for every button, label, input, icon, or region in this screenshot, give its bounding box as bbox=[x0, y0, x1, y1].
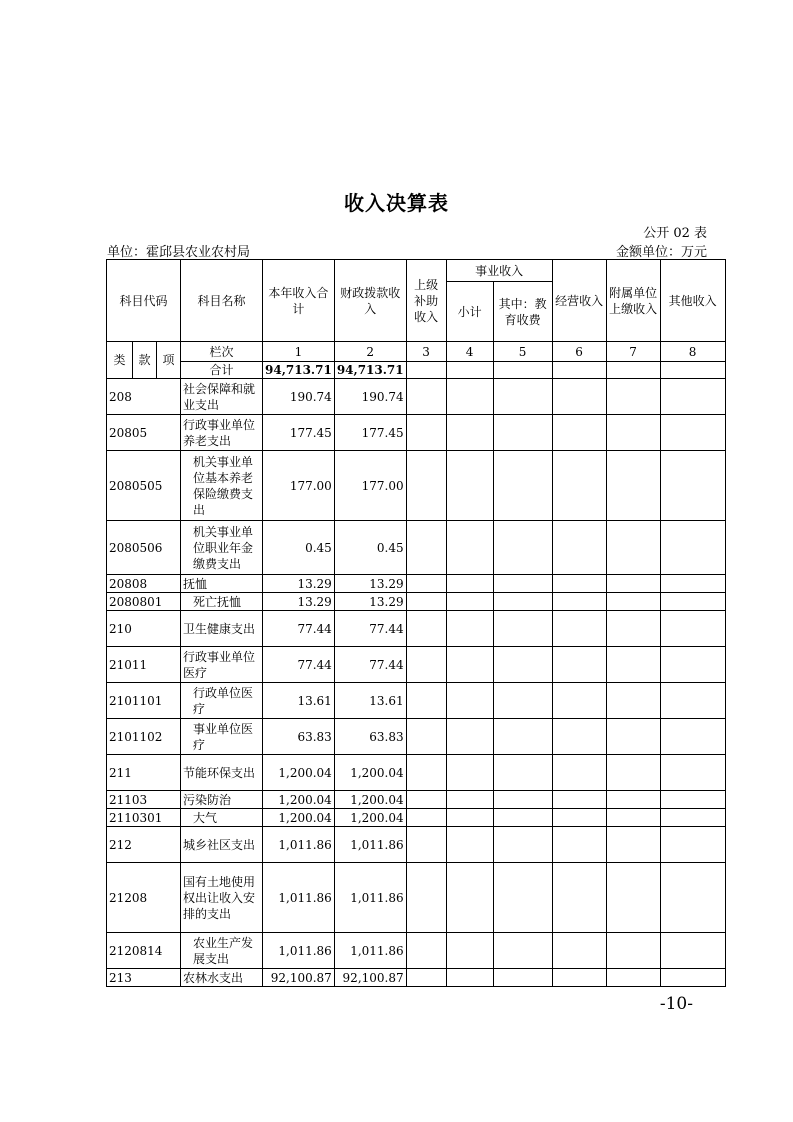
empty-cell bbox=[446, 863, 493, 933]
empty-cell bbox=[446, 933, 493, 969]
header-column-label: 栏次 bbox=[181, 342, 263, 362]
row-code: 2101101 bbox=[107, 683, 181, 719]
row-name: 国有土地使用权出让收入安排的支出 bbox=[181, 863, 263, 933]
empty-cell bbox=[493, 719, 552, 755]
row-total: 13.29 bbox=[263, 593, 335, 611]
empty-cell bbox=[406, 593, 446, 611]
empty-cell bbox=[552, 933, 606, 969]
row-code: 213 bbox=[107, 969, 181, 987]
header-name: 科目名称 bbox=[181, 260, 263, 342]
empty-cell bbox=[406, 683, 446, 719]
table-row bbox=[107, 451, 726, 521]
empty-cell bbox=[606, 791, 660, 809]
row-name: 机关事业单位基本养老保险缴费支出 bbox=[181, 451, 263, 521]
empty-cell bbox=[446, 809, 493, 827]
table-row bbox=[107, 791, 726, 809]
row-fiscal: 177.00 bbox=[334, 451, 406, 521]
empty-cell bbox=[446, 683, 493, 719]
row-name: 农业生产发展支出 bbox=[181, 933, 263, 969]
row-fiscal: 190.74 bbox=[334, 379, 406, 415]
header-code: 科目代码 bbox=[107, 260, 181, 342]
empty-cell bbox=[606, 827, 660, 863]
row-fiscal: 1,200.04 bbox=[334, 809, 406, 827]
row-fiscal: 0.45 bbox=[334, 521, 406, 575]
empty-cell bbox=[493, 755, 552, 791]
col-number: 2 bbox=[334, 342, 406, 362]
row-total: 1,011.86 bbox=[263, 933, 335, 969]
row-fiscal: 13.29 bbox=[334, 575, 406, 593]
header-kuan: 款 bbox=[133, 342, 157, 379]
empty-cell bbox=[493, 451, 552, 521]
empty-cell bbox=[493, 791, 552, 809]
row-code: 2110301 bbox=[107, 809, 181, 827]
row-name: 节能环保支出 bbox=[181, 755, 263, 791]
table-row bbox=[107, 379, 726, 415]
empty-cell bbox=[446, 719, 493, 755]
row-total: 1,011.86 bbox=[263, 827, 335, 863]
empty-cell bbox=[446, 521, 493, 575]
table-row bbox=[107, 593, 726, 611]
row-total: 13.29 bbox=[263, 575, 335, 593]
table-row bbox=[107, 863, 726, 933]
row-fiscal: 1,011.86 bbox=[334, 827, 406, 863]
table-row bbox=[107, 933, 726, 969]
empty-cell bbox=[660, 451, 725, 521]
empty-cell bbox=[606, 719, 660, 755]
row-total: 190.74 bbox=[263, 379, 335, 415]
empty-cell bbox=[552, 647, 606, 683]
table-row bbox=[107, 647, 726, 683]
empty-cell bbox=[606, 647, 660, 683]
row-code: 21208 bbox=[107, 863, 181, 933]
table-row bbox=[107, 611, 726, 647]
row-total: 77.44 bbox=[263, 647, 335, 683]
empty-cell bbox=[406, 451, 446, 521]
empty-cell bbox=[606, 863, 660, 933]
row-name: 大气 bbox=[181, 809, 263, 827]
empty-cell bbox=[406, 647, 446, 683]
empty-cell bbox=[493, 575, 552, 593]
empty-cell bbox=[446, 969, 493, 987]
empty-cell bbox=[406, 755, 446, 791]
empty-cell bbox=[552, 611, 606, 647]
row-fiscal: 1,200.04 bbox=[334, 755, 406, 791]
header-fiscal: 财政拨款收入 bbox=[334, 260, 406, 342]
empty-cell bbox=[406, 611, 446, 647]
row-name: 城乡社区支出 bbox=[181, 827, 263, 863]
row-total: 13.61 bbox=[263, 683, 335, 719]
table-row bbox=[107, 415, 726, 451]
row-code: 2080505 bbox=[107, 451, 181, 521]
empty-cell bbox=[552, 755, 606, 791]
row-fiscal: 13.61 bbox=[334, 683, 406, 719]
reporting-unit: 单位：霍邱县农业农村局 bbox=[107, 245, 251, 260]
row-name: 社会保障和就业支出 bbox=[181, 379, 263, 415]
empty-cell bbox=[446, 611, 493, 647]
row-code: 2080506 bbox=[107, 521, 181, 575]
empty-cell bbox=[552, 683, 606, 719]
empty-cell bbox=[493, 683, 552, 719]
empty-cell bbox=[606, 379, 660, 415]
income-table bbox=[106, 259, 726, 987]
empty-cell bbox=[660, 683, 725, 719]
empty-cell bbox=[660, 827, 725, 863]
table-row bbox=[107, 755, 726, 791]
form-number: 公开 02 表 bbox=[643, 226, 707, 241]
empty-cell bbox=[446, 755, 493, 791]
row-code: 210 bbox=[107, 611, 181, 647]
row-total: 1,011.86 bbox=[263, 863, 335, 933]
header-business: 事业收入 bbox=[446, 260, 552, 282]
empty-cell bbox=[606, 969, 660, 987]
amount-unit: 金额单位：万元 bbox=[615, 245, 707, 260]
empty-cell bbox=[606, 593, 660, 611]
empty-cell bbox=[660, 863, 725, 933]
row-code: 2101102 bbox=[107, 719, 181, 755]
col-number: 4 bbox=[446, 342, 493, 362]
row-name: 行政事业单位医疗 bbox=[181, 647, 263, 683]
row-total: 1,200.04 bbox=[263, 809, 335, 827]
col-number: 1 bbox=[263, 342, 335, 362]
row-fiscal: 177.45 bbox=[334, 415, 406, 451]
empty-cell bbox=[446, 791, 493, 809]
header-subtotal: 小计 bbox=[446, 282, 493, 342]
empty-cell bbox=[660, 647, 725, 683]
empty-cell bbox=[552, 521, 606, 575]
empty-cell bbox=[552, 969, 606, 987]
empty-cell bbox=[406, 415, 446, 451]
row-code: 20808 bbox=[107, 575, 181, 593]
empty-cell bbox=[552, 863, 606, 933]
empty-cell bbox=[660, 969, 725, 987]
empty-cell bbox=[406, 379, 446, 415]
row-name: 抚恤 bbox=[181, 575, 263, 593]
empty-cell bbox=[552, 593, 606, 611]
empty-cell bbox=[493, 863, 552, 933]
empty-cell bbox=[552, 719, 606, 755]
table-row bbox=[107, 827, 726, 863]
header-lei: 类 bbox=[107, 342, 133, 379]
empty-cell bbox=[406, 809, 446, 827]
col-number: 6 bbox=[552, 342, 606, 362]
empty-cell bbox=[446, 379, 493, 415]
row-fiscal: 1,011.86 bbox=[334, 933, 406, 969]
row-code: 208 bbox=[107, 379, 181, 415]
empty-cell bbox=[493, 647, 552, 683]
total-row-label: 合计 bbox=[181, 362, 263, 379]
empty-cell bbox=[660, 415, 725, 451]
empty-cell bbox=[493, 593, 552, 611]
empty-cell bbox=[446, 827, 493, 863]
empty-cell bbox=[660, 575, 725, 593]
empty-cell bbox=[606, 575, 660, 593]
empty-cell bbox=[606, 683, 660, 719]
empty-cell bbox=[406, 791, 446, 809]
empty-cell bbox=[606, 451, 660, 521]
page-title: 收入决算表 bbox=[344, 191, 449, 215]
empty-cell bbox=[446, 575, 493, 593]
row-code: 211 bbox=[107, 755, 181, 791]
row-total: 77.44 bbox=[263, 611, 335, 647]
empty-cell bbox=[606, 611, 660, 647]
row-name: 行政事业单位养老支出 bbox=[181, 415, 263, 451]
col-number: 7 bbox=[606, 342, 660, 362]
empty-cell bbox=[406, 863, 446, 933]
table-row bbox=[107, 809, 726, 827]
row-total: 0.45 bbox=[263, 521, 335, 575]
empty-cell bbox=[493, 809, 552, 827]
empty-cell bbox=[446, 415, 493, 451]
header-education: 其中：教育收费 bbox=[493, 282, 552, 342]
empty-cell bbox=[660, 593, 725, 611]
table-row bbox=[107, 521, 726, 575]
empty-cell bbox=[660, 933, 725, 969]
row-total: 177.45 bbox=[263, 415, 335, 451]
empty-cell bbox=[660, 809, 725, 827]
row-fiscal: 13.29 bbox=[334, 593, 406, 611]
empty-cell bbox=[406, 827, 446, 863]
table-row bbox=[107, 575, 726, 593]
row-fiscal: 1,200.04 bbox=[334, 791, 406, 809]
row-fiscal: 1,011.86 bbox=[334, 863, 406, 933]
empty-cell bbox=[606, 933, 660, 969]
empty-cell bbox=[552, 415, 606, 451]
row-total: 177.00 bbox=[263, 451, 335, 521]
empty-cell bbox=[606, 809, 660, 827]
header-total: 本年收入合计 bbox=[263, 260, 335, 342]
header-other: 其他收入 bbox=[660, 260, 725, 342]
table-row bbox=[107, 683, 726, 719]
row-code: 2120814 bbox=[107, 933, 181, 969]
row-total: 1,200.04 bbox=[263, 791, 335, 809]
empty-cell bbox=[493, 521, 552, 575]
empty-cell bbox=[606, 521, 660, 575]
empty-cell bbox=[493, 379, 552, 415]
row-total: 92,100.87 bbox=[263, 969, 335, 987]
empty-cell bbox=[552, 379, 606, 415]
header-xiang: 项 bbox=[157, 342, 181, 379]
row-code: 20805 bbox=[107, 415, 181, 451]
empty-cell bbox=[406, 719, 446, 755]
total-row-total: 94,713.71 bbox=[263, 362, 335, 379]
row-name: 机关事业单位职业年金缴费支出 bbox=[181, 521, 263, 575]
empty-cell bbox=[493, 827, 552, 863]
row-name: 卫生健康支出 bbox=[181, 611, 263, 647]
empty-cell bbox=[406, 933, 446, 969]
empty-cell bbox=[446, 647, 493, 683]
empty-cell bbox=[493, 969, 552, 987]
empty-cell bbox=[660, 611, 725, 647]
row-total: 1,200.04 bbox=[263, 755, 335, 791]
empty-cell bbox=[552, 451, 606, 521]
empty-cell bbox=[660, 791, 725, 809]
header-operating: 经营收入 bbox=[552, 260, 606, 342]
col-number: 8 bbox=[660, 342, 725, 362]
empty-cell bbox=[606, 415, 660, 451]
empty-cell bbox=[406, 969, 446, 987]
empty-cell bbox=[660, 719, 725, 755]
row-fiscal: 77.44 bbox=[334, 611, 406, 647]
row-name: 死亡抚恤 bbox=[181, 593, 263, 611]
empty-cell bbox=[406, 521, 446, 575]
empty-cell bbox=[406, 575, 446, 593]
row-code: 212 bbox=[107, 827, 181, 863]
row-total: 63.83 bbox=[263, 719, 335, 755]
col-number: 5 bbox=[493, 342, 552, 362]
row-code: 2080801 bbox=[107, 593, 181, 611]
empty-cell bbox=[493, 611, 552, 647]
empty-cell bbox=[660, 379, 725, 415]
empty-cell bbox=[552, 809, 606, 827]
row-fiscal: 77.44 bbox=[334, 647, 406, 683]
table-row bbox=[107, 969, 726, 987]
empty-cell bbox=[493, 933, 552, 969]
empty-cell bbox=[552, 575, 606, 593]
header-superior: 上级补助收入 bbox=[406, 260, 446, 342]
empty-cell bbox=[446, 593, 493, 611]
total-row-fiscal: 94,713.71 bbox=[334, 362, 406, 379]
row-code: 21103 bbox=[107, 791, 181, 809]
row-name: 事业单位医疗 bbox=[181, 719, 263, 755]
empty-cell bbox=[660, 521, 725, 575]
empty-cell bbox=[606, 755, 660, 791]
row-code: 21011 bbox=[107, 647, 181, 683]
empty-cell bbox=[552, 827, 606, 863]
col-number: 3 bbox=[406, 342, 446, 362]
page-number: -10- bbox=[659, 994, 693, 1014]
row-name: 行政单位医疗 bbox=[181, 683, 263, 719]
row-name: 农林水支出 bbox=[181, 969, 263, 987]
empty-cell bbox=[552, 791, 606, 809]
row-name: 污染防治 bbox=[181, 791, 263, 809]
empty-cell bbox=[446, 451, 493, 521]
row-fiscal: 92,100.87 bbox=[334, 969, 406, 987]
empty-cell bbox=[493, 415, 552, 451]
empty-cell bbox=[660, 755, 725, 791]
header-affiliated: 附属单位上缴收入 bbox=[606, 260, 660, 342]
table-row bbox=[107, 719, 726, 755]
row-fiscal: 63.83 bbox=[334, 719, 406, 755]
